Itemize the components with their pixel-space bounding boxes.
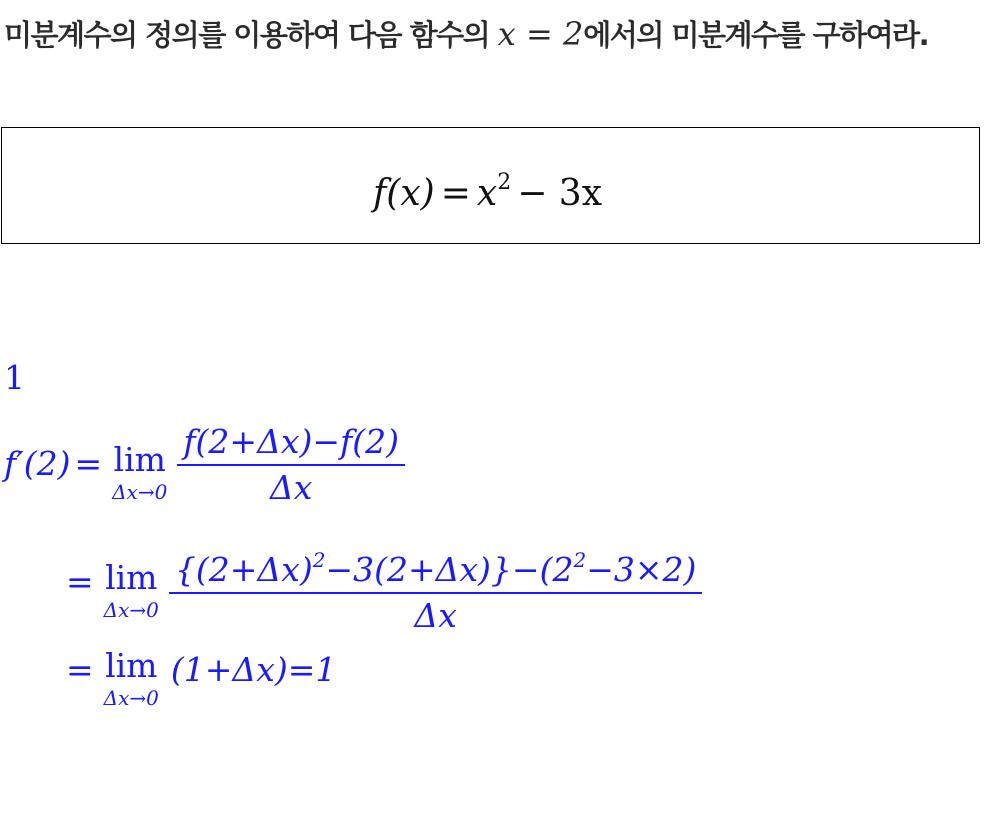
step2-denominator: Δx	[414, 595, 457, 635]
step1-fraction	[177, 420, 405, 510]
step3-expr: (1+Δx)=1	[170, 650, 337, 689]
question-math: x = 2	[497, 15, 584, 53]
step2-num-b-exp: 2	[573, 548, 587, 572]
step2-num-a-exp: 2	[312, 548, 326, 572]
step2-num-c: −3×2)	[586, 550, 697, 589]
function-lhs: f(x)	[372, 173, 435, 214]
function-power: 2	[497, 170, 512, 195]
step2-fraction	[169, 538, 702, 638]
step3-limit	[104, 646, 159, 710]
answer-number: 1	[4, 358, 25, 397]
step2-lim-word: lim	[105, 558, 158, 597]
step3-lim-sub: Δx→0	[103, 686, 159, 710]
function-rest: − 3x	[517, 173, 603, 214]
step1-lim-word: lim	[113, 440, 166, 479]
step1-lim-sub: Δx→0	[112, 480, 168, 504]
function-x: x	[476, 173, 498, 214]
step1-numerator: f(2+Δx)−f(2)	[183, 422, 399, 461]
step3-lim-word: lim	[105, 646, 158, 685]
step1-denominator: Δx	[269, 467, 313, 507]
step-2	[66, 538, 702, 638]
step-1	[4, 420, 405, 510]
step3-equals: =	[66, 650, 94, 689]
step2-equals: =	[66, 562, 94, 601]
step1-limit	[112, 440, 167, 504]
function-equals: =	[440, 173, 471, 214]
function-formula	[2, 158, 979, 219]
step1-equals: =	[74, 444, 103, 483]
question-part2: 에서의 미분계수를 구하여라.	[583, 18, 929, 52]
step-3	[66, 648, 336, 710]
step1-lhs: f′(2)	[4, 444, 71, 483]
question-part1: 미분계수의 정의를 이용하여 다음 함수의	[4, 18, 498, 52]
step2-num-a: {(2+Δx)	[174, 550, 313, 589]
question-text	[4, 2, 989, 67]
function-box	[1, 127, 980, 244]
step2-numerator	[169, 538, 702, 592]
step2-limit	[104, 558, 159, 622]
step2-lim-sub: Δx→0	[103, 598, 159, 622]
step2-num-b: −3(2+Δx)}−(2	[325, 550, 574, 589]
